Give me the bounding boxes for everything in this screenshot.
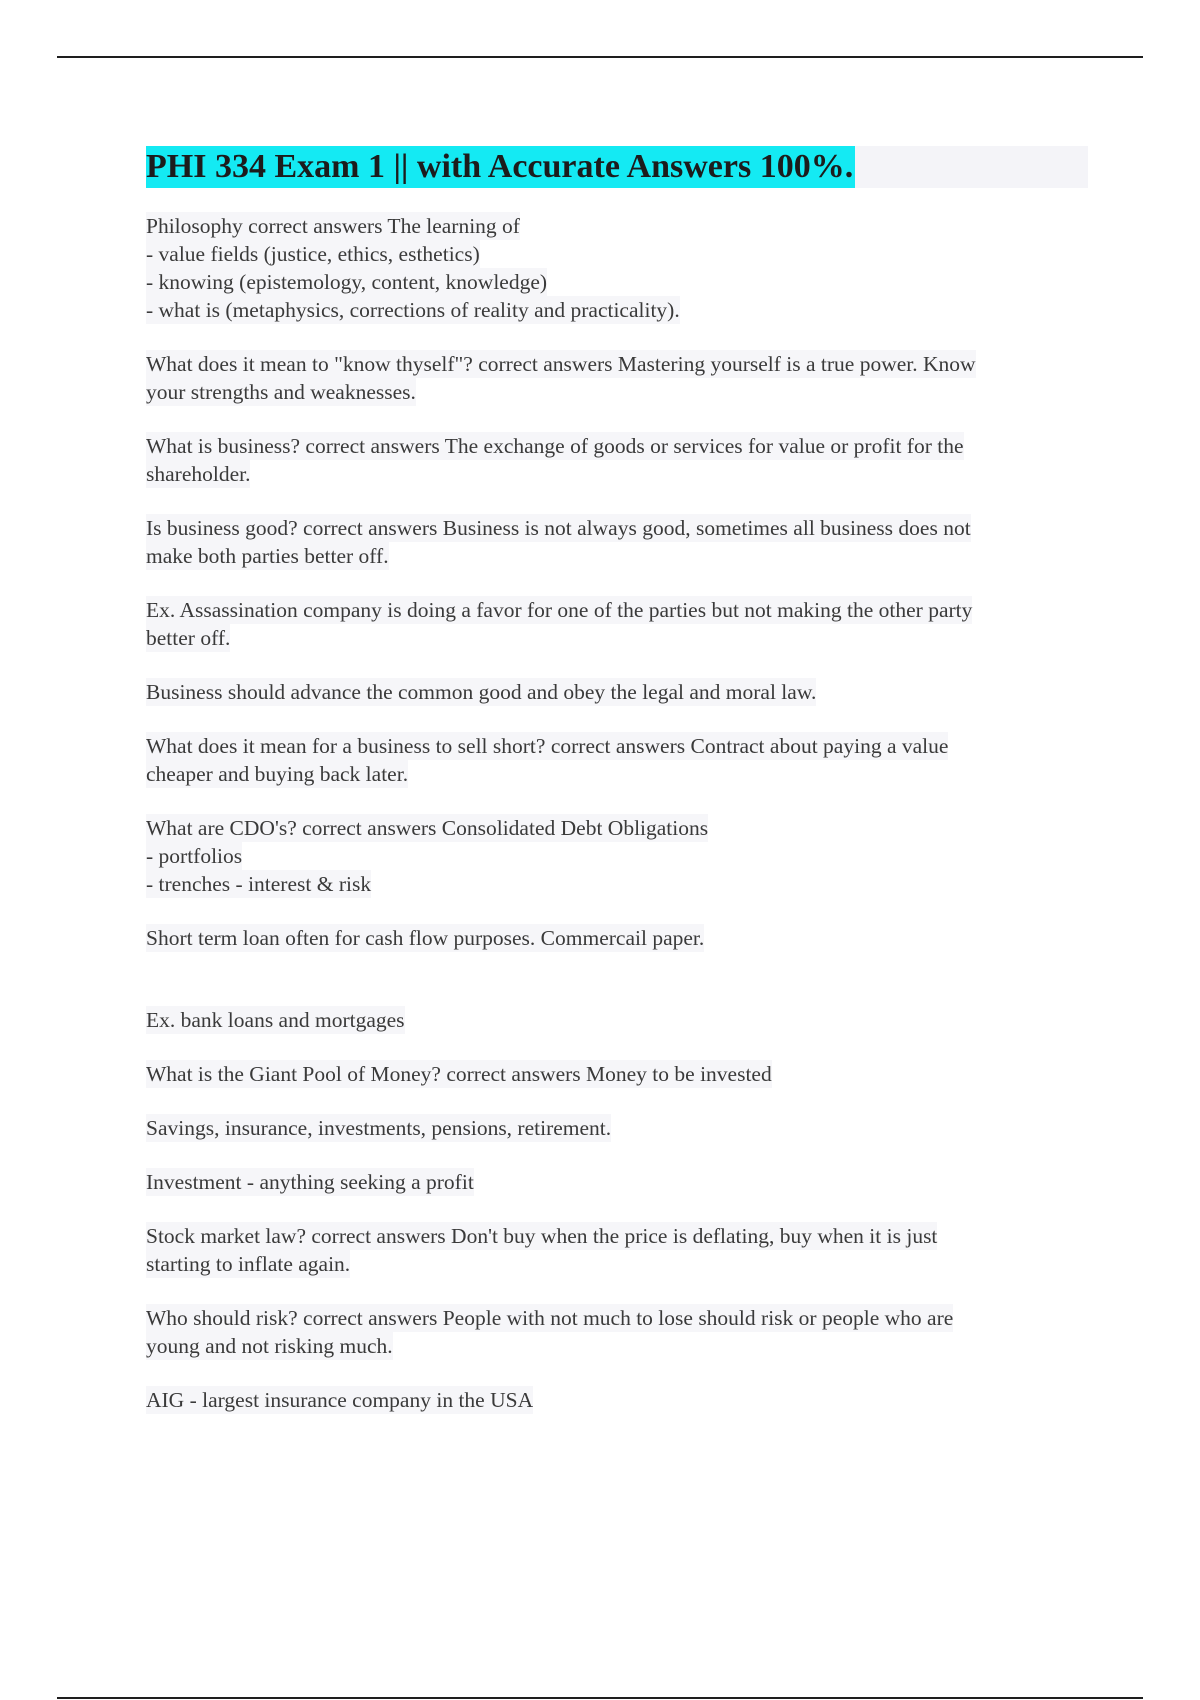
text-line: - what is (metaphysics, corrections of reality and practicality).: [146, 298, 680, 322]
text-line: Ex. Assassination company is doing a favor for one of the parties but not making the other party: [146, 598, 973, 622]
text-line: Short term loan often for cash flow purposes. Commercail paper.: [146, 926, 705, 950]
text-line: AIG - largest insurance company in the USA: [146, 1388, 534, 1412]
text-line: Who should risk? correct answers People with not much to lose should risk or people who are: [146, 1306, 954, 1330]
text-line: - knowing (epistemology, content, knowledge): [146, 270, 548, 294]
text-line: Is business good? correct answers Business is not always good, sometimes all business does not: [146, 516, 971, 540]
paragraph-cdos: [146, 814, 1088, 898]
paragraph-who-should-risk: [146, 1304, 1088, 1360]
text-line: Stock market law? correct answers Don't buy when the price is deflating, buy when it is just: [146, 1224, 938, 1248]
text-line: What does it mean to "know thyself"? correct answers Mastering yourself is a true power. Know: [146, 352, 976, 376]
paragraph-giant-pool: [146, 1060, 1088, 1088]
paragraph-know-thyself: [146, 350, 1088, 406]
document-body: [146, 146, 1088, 1440]
text-line: What is business? correct answers The exchange of goods or services for value or profit for the: [146, 434, 964, 458]
text-line: make both parties better off.: [146, 544, 389, 568]
paragraph-aig: [146, 1386, 1088, 1414]
text-line: What is the Giant Pool of Money? correct answers Money to be invested: [146, 1062, 772, 1086]
text-line: - portfolios: [146, 844, 243, 868]
text-line: Business should advance the common good and obey the legal and moral law.: [146, 680, 817, 704]
text-line: - trenches - interest & risk: [146, 872, 372, 896]
top-rule: [57, 56, 1143, 58]
paragraph-bank-loans: [146, 1006, 1088, 1034]
text-line: Philosophy correct answers The learning of: [146, 214, 520, 238]
text-line: What does it mean for a business to sell short? correct answers Contract about paying a value: [146, 734, 949, 758]
paragraph-philosophy: [146, 212, 1088, 324]
text-line: young and not risking much.: [146, 1334, 393, 1358]
text-line: starting to inflate again.: [146, 1252, 351, 1276]
title-band: [146, 146, 1088, 188]
bottom-rule: [57, 1697, 1143, 1699]
blank-spacer: [146, 978, 1088, 1006]
text-line: - value fields (justice, ethics, esthetics): [146, 242, 480, 266]
text-line: better off.: [146, 626, 231, 650]
text-line: Ex. bank loans and mortgages: [146, 1008, 405, 1032]
paragraph-stock-market-law: [146, 1222, 1088, 1278]
text-line: What are CDO's? correct answers Consolidated Debt Obligations: [146, 816, 709, 840]
text-line: your strengths and weaknesses.: [146, 380, 416, 404]
text-line: Investment - anything seeking a profit: [146, 1170, 474, 1194]
paragraph-assassination-example: [146, 596, 1088, 652]
paragraph-is-business-good: [146, 514, 1088, 570]
text-line: shareholder.: [146, 462, 251, 486]
paragraph-short-term-loan: [146, 924, 1088, 952]
text-line: Savings, insurance, investments, pensions, retirement.: [146, 1116, 612, 1140]
document-title: PHI 334 Exam 1 || with Accurate Answers 100%.: [146, 146, 855, 188]
paragraph-investment: [146, 1168, 1088, 1196]
paragraph-what-is-business: [146, 432, 1088, 488]
paragraph-savings: [146, 1114, 1088, 1142]
text-line: cheaper and buying back later.: [146, 762, 409, 786]
paragraph-sell-short: [146, 732, 1088, 788]
paragraph-common-good: [146, 678, 1088, 706]
